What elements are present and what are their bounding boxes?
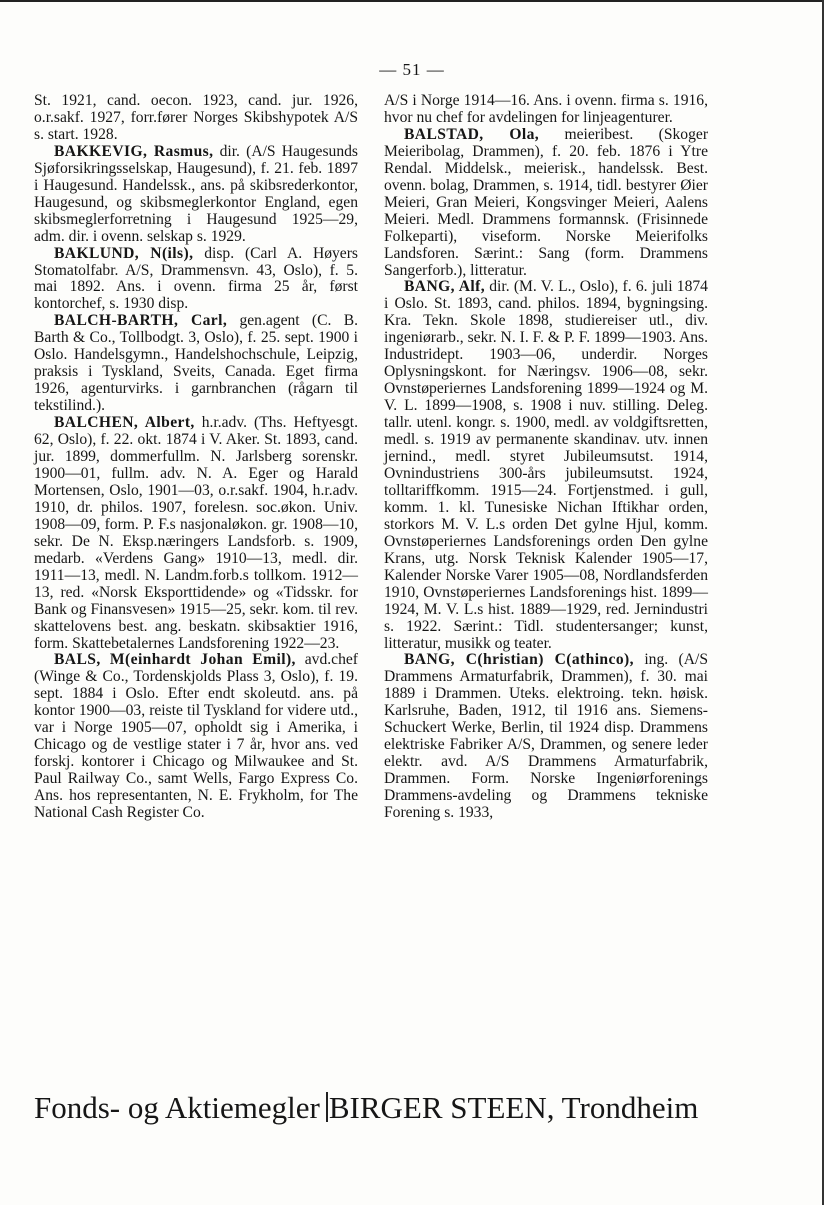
left-column <box>34 93 358 822</box>
entry-balch-barth <box>34 313 358 415</box>
entry-name: BANG, Alf, <box>404 278 486 296</box>
entry-text: dir. (A/S Haugesunds Sjøforsikringsselskap, Haugesund), f. 21. feb. 1897 i Haugesund. Handelssk., ans. på skibsrederkontor, Haugesund, og skibsmeglerkontor England, egen skibsmeglerforretning i Haugesund 1925—29, adm. dir. i ovenn. selskap s. 1929. <box>34 142 358 245</box>
entry-name: BAKKEVIG, Rasmus, <box>54 142 214 160</box>
entry-name: BANG, C(hristian) C(athinco), <box>404 651 634 669</box>
footer-divider <box>326 1092 328 1122</box>
entry-continuation <box>34 93 358 144</box>
page-number: — 51 — <box>379 60 445 79</box>
entry-bals <box>34 652 358 822</box>
entry-name: BALSTAD, Ola, <box>404 125 540 143</box>
entry-text: St. 1921, cand. oecon. 1923, cand. jur. 1926, o.r.sakf. 1927, forr.fører Norges Skibshypotek A/S s. start. 1928. <box>34 92 358 143</box>
entry-text: A/S i Norge 1914—16. Ans. i ovenn. firma s. 1916, hvor nu chef for avdelingen for linjeagenturer. <box>384 92 708 126</box>
footer-right-text: BIRGER STEEN, Trondheim <box>328 1090 699 1125</box>
entry-name: BAKLUND, N(ils), <box>54 244 194 262</box>
entry-balchen <box>34 415 358 652</box>
entry-bakkevig <box>34 144 358 246</box>
entry-text: dir. (M. V. L., Oslo), f. 6. juli 1874 i Oslo. St. 1893, cand. philos. 1894, bygningsing. Kra. Tekn. Skole 1898, studiereiser utl., div. ingeniørarb., sekr. N. I. F. & P. F. 1899—1903. Ans. Industridept. 1903—06, underdir. Norges Oplysningskont. for Næringsv. 1906—08, sekr. Ovnstøperiernes Landsforening 1899—1924 og M. V. L. 1899—1908, s. 1908 i nuv. stilling. Deleg. tallr. utenl. kongr. s. 1900, medl. av voldgiftsretten, medl. s. 1919 av permanente skandinav. utv. innen jernind., medl. styret Jubileumsutst. 1914, Ovnindustriens 300-års jubileumsutst. 1924, tolltariffkomm. 1915—24. Fortjenstmed. i gull, komm. 1. kl. Tunesiske Nichan Iftikhar orden, storkors M. V. L.s orden Det gylne Hjul, komm. Ovnstøperiernes Landsforenings orden Den gylne Krans, utg. Norsk Teknisk Kalender 1905—17, Kalender Norske Varer 1905—08, Nordlandsferden 1910, Ovnstøperiernes Landsforenings hist. 1899—1924, M. V. L.s hist. 1889—1929, red. Jernindustri s. 1922. Særint.: Tidl. studentersanger; kunst, litteratur, musikk og teater. <box>384 278 708 652</box>
entry-text: ing. (A/S Drammens Armaturfabrik, Drammen), f. 30. mai 1889 i Drammen. Uteks. elektroing. tekn. høisk. Karlsruhe, Baden, 1912, til 1916 ans. Siemens-Schuckert Werke, Berlin, til 1924 disp. Drammens elektriske Fabriker A/S, Drammen, og senere leder elektr. avd. A/S Drammens Armaturfabrik, Drammen. Form. Norske Ingeniørforenings Drammens-avdeling og Drammens tekniske Forening s. 1933, <box>384 651 708 822</box>
right-column <box>384 93 708 822</box>
entry-name: BALCHEN, Albert, <box>54 414 195 432</box>
footer-advertisement <box>34 1090 794 1126</box>
entry-text: disp. (Carl A. Høyers Stomatolfabr. A/S, Drammensvn. 43, Oslo), f. 5. mai 1892. Ans. i ovenn. firma 25 år, først kontorchef, s. 1930 disp. <box>34 244 358 313</box>
entry-name: BALS, M(einhardt Johan Emil), <box>54 651 296 669</box>
entry-name: BALCH-BARTH, Carl, <box>54 312 228 330</box>
entry-text: h.r.adv. (Ths. Heftyesgt. 62, Oslo), f. 22. okt. 1874 i V. Aker. St. 1893, cand. jur. 1899, dommerfullm. N. Jarlsberg sorenskr. 1900—01, fullm. adv. N. A. Eger og Harald Mortensen, Oslo, 1901—03, o.r.sakf. 1904, h.r.adv. 1910, dr. philos. 1907, forelesn. soc.økon. Univ. 1908—09, form. P. F.s nasjonaløkon. gr. 1908—10, sekr. De N. Eksp.næringers Landsforb. s. 1909, medarb. «Verdens Gang» 1910—13, medl. dir. 1911—13, medl. N. Landm.forb.s tollkom. 1912—13, red. «Norsk Eksporttidende» og «Tidsskr. for Bank og Finansvesen» 1915—25, sekr. kom. til rev. skattelovens best. ang. beskatn. skibsaktier 1916, form. Skattebetalernes Landsforening 1922—23. <box>34 414 358 652</box>
entry-text: gen.agent (C. B. Barth & Co., Tollbodgt. 3, Oslo), f. 25. sept. 1900 i Oslo. Handelsgymn., Handelshochschule, Leipzig, praksis i Tyskland, Sveits, Canada. Eget firma 1926, agenturvirks. i garnbranchen (rågarn til tekstilind.). <box>34 312 358 415</box>
entry-bang-alf <box>384 279 708 652</box>
page-edge-top <box>0 0 824 2</box>
footer-left-text: Fonds- og Aktiemegler <box>34 1090 320 1125</box>
entry-balstad <box>384 127 708 280</box>
entry-bang-christian <box>384 652 708 822</box>
entry-continuation <box>384 93 708 127</box>
entry-baklund <box>34 246 358 314</box>
entry-text: avd.chef (Winge & Co., Tordenskjolds Plass 3, Oslo), f. 19. sept. 1884 i Oslo. Efter endt skoleutd. ans. på kontor 1900—03, reiste til Tyskland for videre utd., var i Norge 1905—07, opholdt sig i Amerika, i Chicago og de vestlige stater i 7 år, hvor ans. ved forskj. kontorer i Chicago og Milwaukee and St. Paul Railway Co., samt Wells, Fargo Express Co. Ans. hos representanten, N. E. Frykholm, for The National Cash Register Co. <box>34 651 358 822</box>
entry-text: meieribest. (Skoger Meieribolag, Drammen), f. 20. feb. 1876 i Ytre Rendal. Middelsk., meierisk., handelssk. Best. ovenn. bolag, Drammen, s. 1914, tidl. bestyrer Øier Meieri, Gran Meieri, Kongsvinger Meieri, Aalens Meieri. Medl. Drammens formannsk. (Frisinnede Folkeparti), viseform. Norske Meierifolks Landsforen. Særint.: Sang (form. Drammens Sangerforb.), litteratur. <box>384 125 709 279</box>
